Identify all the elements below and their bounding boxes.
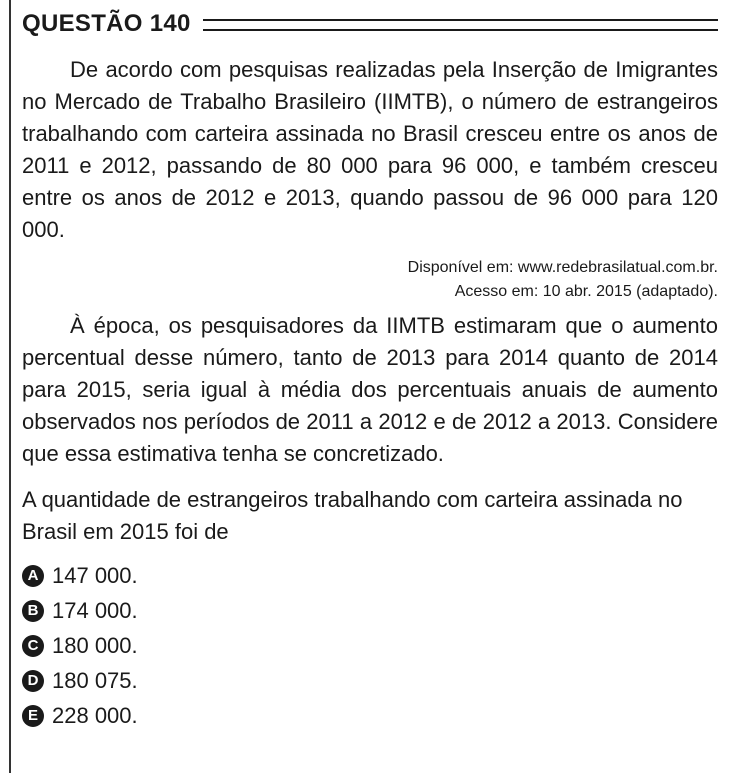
source-citation bbox=[22, 256, 718, 304]
question-prompt: A quantidade de estrangeiros trabalhando com carteira assinada no Brasil em 2015 foi de bbox=[22, 487, 683, 544]
alternative-e[interactable] bbox=[22, 698, 718, 733]
alternative-d-text: 180 075. bbox=[52, 667, 138, 693]
alternative-c[interactable] bbox=[22, 628, 718, 663]
alternative-c-text: 180 000. bbox=[52, 632, 138, 658]
paragraph-context: De acordo com pesquisas realizadas pela Inserção de Imigrantes no Mercado de Trabalho Brasileiro (IIMTB), o número de estrangeiros trabalhando com carteira assinada no Brasil cresceu entre os anos de 2011 e 2012, passando de 80 000 para 96 000, e também cresceu entre os anos de 2012 e 2013, quando passou de 96 000 para 120 000. bbox=[22, 57, 718, 242]
header-double-rule bbox=[203, 19, 718, 31]
source-access-line: Acesso em: 10 abr. 2015 (adaptado). bbox=[454, 283, 718, 300]
letter-d-badge-icon: D bbox=[22, 670, 44, 692]
alternative-d[interactable] bbox=[22, 663, 718, 698]
alternative-a-text: 147 000. bbox=[52, 562, 138, 588]
letter-b-badge-icon: B bbox=[22, 600, 44, 622]
question-header bbox=[22, 6, 718, 42]
left-margin-rule bbox=[9, 0, 11, 773]
question-title: QUESTÃO 140 bbox=[22, 10, 191, 37]
alternative-b[interactable] bbox=[22, 593, 718, 628]
source-url-line: Disponível em: www.redebrasilatual.com.br. bbox=[407, 259, 718, 276]
alternative-b-text: 174 000. bbox=[52, 597, 138, 623]
alternative-e-text: 228 000. bbox=[52, 702, 138, 728]
alternative-a[interactable] bbox=[22, 558, 718, 593]
paragraph-estimate: À época, os pesquisadores da IIMTB estimaram que o aumento percentual desse número, tanto de 2013 para 2014 quanto de 2014 para 2015, seria igual à média dos percentuais anuais de aumento observados nos períodos de 2011 a 2012 e de 2012 a 2013. Considere que essa estimativa tenha se concretizado. bbox=[22, 313, 718, 466]
alternatives-list bbox=[22, 558, 718, 733]
letter-c-badge-icon: C bbox=[22, 635, 44, 657]
letter-e-badge-icon: E bbox=[22, 705, 44, 727]
question-block bbox=[22, 6, 718, 733]
letter-a-badge-icon: A bbox=[22, 565, 44, 587]
